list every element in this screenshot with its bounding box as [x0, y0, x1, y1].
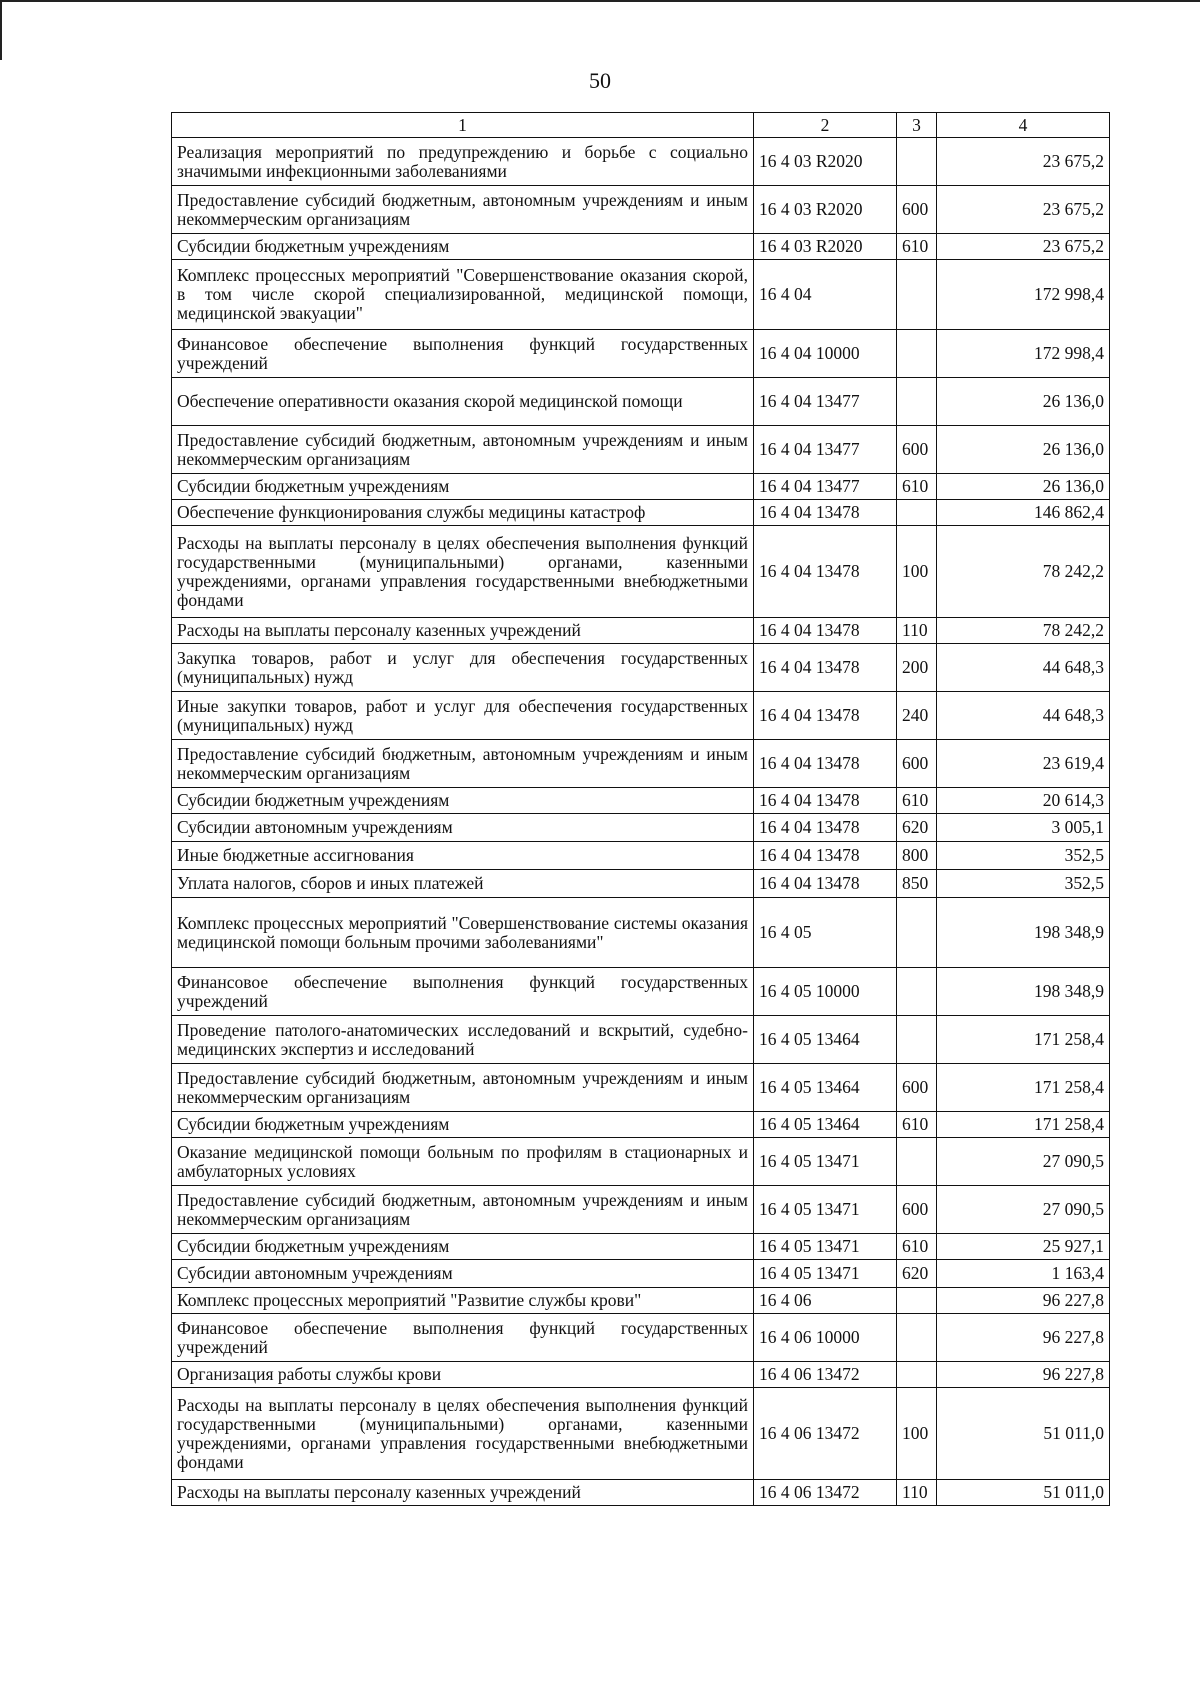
row-type-cell — [897, 500, 937, 526]
table-row — [172, 1138, 1110, 1186]
header-col-2: 2 — [754, 113, 897, 138]
row-amount-cell: 171 258,4 — [937, 1016, 1110, 1064]
row-code-cell: 16 4 04 13478 — [754, 644, 897, 692]
row-type-cell: 850 — [897, 870, 937, 898]
row-code-cell: 16 4 06 13472 — [754, 1362, 897, 1388]
row-code-cell: 16 4 04 13477 — [754, 378, 897, 426]
table-row — [172, 870, 1110, 898]
row-amount-cell: 23 675,2 — [937, 138, 1110, 186]
row-type-cell: 600 — [897, 740, 937, 788]
row-amount-cell: 26 136,0 — [937, 474, 1110, 500]
row-amount-cell: 20 614,3 — [937, 788, 1110, 814]
row-code-cell: 16 4 05 13471 — [754, 1138, 897, 1186]
table-row — [172, 1260, 1110, 1288]
table-row — [172, 526, 1110, 618]
table-row — [172, 1016, 1110, 1064]
row-code-cell: 16 4 03 R2020 — [754, 234, 897, 260]
row-code-cell: 16 4 06 — [754, 1288, 897, 1314]
row-code-cell: 16 4 05 — [754, 898, 897, 968]
row-name-cell: Проведение патолого-анатомических исследований и вскрытий, судебно-медицинских экспертиз и исследований — [172, 1016, 754, 1064]
row-name-cell: Закупка товаров, работ и услуг для обеспечения государственных (муниципальных) нужд — [172, 644, 754, 692]
table-row — [172, 1480, 1110, 1506]
row-code-cell: 16 4 04 — [754, 260, 897, 330]
row-name-cell: Субсидии бюджетным учреждениям — [172, 474, 754, 500]
row-name-cell: Расходы на выплаты персоналу казенных учреждений — [172, 618, 754, 644]
row-amount-cell: 352,5 — [937, 870, 1110, 898]
row-code-cell: 16 4 05 13464 — [754, 1064, 897, 1112]
table-row — [172, 426, 1110, 474]
row-type-cell: 610 — [897, 788, 937, 814]
row-code-cell: 16 4 04 13478 — [754, 788, 897, 814]
row-amount-cell: 172 998,4 — [937, 260, 1110, 330]
row-name-cell: Реализация мероприятий по предупреждению и борьбе с социально значимыми инфекционными заболеваниями — [172, 138, 754, 186]
row-type-cell: 200 — [897, 644, 937, 692]
row-code-cell: 16 4 05 13464 — [754, 1112, 897, 1138]
row-code-cell: 16 4 06 13472 — [754, 1388, 897, 1480]
row-name-cell: Иные бюджетные ассигнования — [172, 842, 754, 870]
row-amount-cell: 44 648,3 — [937, 644, 1110, 692]
row-type-cell: 600 — [897, 1064, 937, 1112]
table-row — [172, 814, 1110, 842]
table-row — [172, 330, 1110, 378]
header-row — [172, 113, 1110, 138]
table-row — [172, 898, 1110, 968]
scan-edge-line-top — [0, 0, 1200, 2]
row-type-cell — [897, 1138, 937, 1186]
row-code-cell: 16 4 04 13477 — [754, 426, 897, 474]
table-row — [172, 138, 1110, 186]
row-code-cell: 16 4 05 13471 — [754, 1260, 897, 1288]
table-row — [172, 1388, 1110, 1480]
row-name-cell: Комплекс процессных мероприятий "Совершенствование оказания скорой, в том числе скорой специализированной, медицинской помощи, медицинской эвакуации" — [172, 260, 754, 330]
row-type-cell — [897, 260, 937, 330]
row-amount-cell: 23 619,4 — [937, 740, 1110, 788]
row-type-cell: 110 — [897, 618, 937, 644]
row-name-cell: Комплекс процессных мероприятий "Совершенствование системы оказания медицинской помощи больным прочими заболеваниями" — [172, 898, 754, 968]
row-type-cell — [897, 330, 937, 378]
table-row — [172, 1064, 1110, 1112]
row-name-cell: Оказание медицинской помощи больным по профилям в стационарных и амбулаторных условиях — [172, 1138, 754, 1186]
row-amount-cell: 27 090,5 — [937, 1186, 1110, 1234]
row-code-cell: 16 4 05 13471 — [754, 1186, 897, 1234]
row-name-cell: Финансовое обеспечение выполнения функций государственных учреждений — [172, 968, 754, 1016]
row-code-cell: 16 4 04 13477 — [754, 474, 897, 500]
row-code-cell: 16 4 03 R2020 — [754, 138, 897, 186]
row-code-cell: 16 4 04 13478 — [754, 500, 897, 526]
row-amount-cell: 51 011,0 — [937, 1480, 1110, 1506]
row-code-cell: 16 4 04 13478 — [754, 692, 897, 740]
row-name-cell: Субсидии автономным учреждениям — [172, 814, 754, 842]
table-row — [172, 186, 1110, 234]
row-type-cell: 620 — [897, 1260, 937, 1288]
row-type-cell — [897, 1362, 937, 1388]
row-name-cell: Предоставление субсидий бюджетным, автономным учреждениям и иным некоммерческим организациям — [172, 740, 754, 788]
row-name-cell: Предоставление субсидий бюджетным, автономным учреждениям и иным некоммерческим организациям — [172, 1064, 754, 1112]
row-amount-cell: 198 348,9 — [937, 898, 1110, 968]
row-amount-cell: 51 011,0 — [937, 1388, 1110, 1480]
table-row — [172, 474, 1110, 500]
table-row — [172, 1112, 1110, 1138]
header-col-4: 4 — [937, 113, 1110, 138]
row-amount-cell: 1 163,4 — [937, 1260, 1110, 1288]
row-amount-cell: 26 136,0 — [937, 378, 1110, 426]
row-amount-cell: 96 227,8 — [937, 1362, 1110, 1388]
row-code-cell: 16 4 05 10000 — [754, 968, 897, 1016]
table-row — [172, 260, 1110, 330]
row-name-cell: Субсидии бюджетным учреждениям — [172, 788, 754, 814]
row-type-cell — [897, 378, 937, 426]
table-row — [172, 234, 1110, 260]
row-amount-cell: 78 242,2 — [937, 618, 1110, 644]
table-row — [172, 788, 1110, 814]
row-name-cell: Обеспечение оперативности оказания скорой медицинской помощи — [172, 378, 754, 426]
row-amount-cell: 171 258,4 — [937, 1112, 1110, 1138]
table-row — [172, 1288, 1110, 1314]
row-amount-cell: 198 348,9 — [937, 968, 1110, 1016]
row-type-cell: 600 — [897, 426, 937, 474]
row-amount-cell: 23 675,2 — [937, 234, 1110, 260]
row-amount-cell: 352,5 — [937, 842, 1110, 870]
row-amount-cell: 96 227,8 — [937, 1314, 1110, 1362]
row-name-cell: Обеспечение функционирования службы медицины катастроф — [172, 500, 754, 526]
row-amount-cell: 27 090,5 — [937, 1138, 1110, 1186]
row-name-cell: Предоставление субсидий бюджетным, автономным учреждениям и иным некоммерческим организациям — [172, 186, 754, 234]
row-type-cell: 100 — [897, 1388, 937, 1480]
row-code-cell: 16 4 04 10000 — [754, 330, 897, 378]
row-type-cell — [897, 968, 937, 1016]
row-name-cell: Субсидии бюджетным учреждениям — [172, 1112, 754, 1138]
table-row — [172, 740, 1110, 788]
budget-table — [171, 112, 1110, 1506]
table-row — [172, 1314, 1110, 1362]
row-code-cell: 16 4 04 13478 — [754, 526, 897, 618]
row-type-cell — [897, 898, 937, 968]
row-amount-cell: 25 927,1 — [937, 1234, 1110, 1260]
row-amount-cell: 146 862,4 — [937, 500, 1110, 526]
table-row — [172, 644, 1110, 692]
table-row — [172, 378, 1110, 426]
row-name-cell: Расходы на выплаты персоналу в целях обеспечения выполнения функций государственными (муниципальными) органами, казенными учреждениями, органами управления государственными внебюджетными фондами — [172, 1388, 754, 1480]
page-number: 50 — [589, 68, 611, 93]
row-code-cell: 16 4 06 10000 — [754, 1314, 897, 1362]
row-code-cell: 16 4 04 13478 — [754, 740, 897, 788]
table-row — [172, 692, 1110, 740]
row-amount-cell: 26 136,0 — [937, 426, 1110, 474]
row-code-cell: 16 4 04 13478 — [754, 842, 897, 870]
row-type-cell: 610 — [897, 1112, 937, 1138]
row-name-cell: Финансовое обеспечение выполнения функций государственных учреждений — [172, 330, 754, 378]
row-type-cell: 100 — [897, 526, 937, 618]
row-type-cell — [897, 1288, 937, 1314]
row-type-cell — [897, 1314, 937, 1362]
row-name-cell: Субсидии автономным учреждениям — [172, 1260, 754, 1288]
row-code-cell: 16 4 04 13478 — [754, 870, 897, 898]
row-type-cell: 600 — [897, 1186, 937, 1234]
row-name-cell: Комплекс процессных мероприятий "Развитие службы крови" — [172, 1288, 754, 1314]
table-row — [172, 1186, 1110, 1234]
row-type-cell: 600 — [897, 186, 937, 234]
row-name-cell: Расходы на выплаты персоналу казенных учреждений — [172, 1480, 754, 1506]
row-amount-cell: 44 648,3 — [937, 692, 1110, 740]
row-amount-cell: 3 005,1 — [937, 814, 1110, 842]
row-type-cell: 610 — [897, 234, 937, 260]
row-amount-cell: 78 242,2 — [937, 526, 1110, 618]
row-name-cell: Предоставление субсидий бюджетным, автономным учреждениям и иным некоммерческим организациям — [172, 1186, 754, 1234]
row-name-cell: Субсидии бюджетным учреждениям — [172, 234, 754, 260]
header-col-1: 1 — [172, 113, 754, 138]
row-code-cell: 16 4 06 13472 — [754, 1480, 897, 1506]
table-row — [172, 968, 1110, 1016]
table-row — [172, 1234, 1110, 1260]
table-row — [172, 500, 1110, 526]
row-type-cell: 240 — [897, 692, 937, 740]
row-type-cell — [897, 138, 937, 186]
row-type-cell: 800 — [897, 842, 937, 870]
row-type-cell: 610 — [897, 1234, 937, 1260]
row-code-cell: 16 4 05 13464 — [754, 1016, 897, 1064]
row-name-cell: Иные закупки товаров, работ и услуг для обеспечения государственных (муниципальных) нужд — [172, 692, 754, 740]
row-amount-cell: 171 258,4 — [937, 1064, 1110, 1112]
table-row — [172, 842, 1110, 870]
row-name-cell: Уплата налогов, сборов и иных платежей — [172, 870, 754, 898]
table-row — [172, 1362, 1110, 1388]
scan-edge-line-left — [0, 0, 2, 60]
row-name-cell: Предоставление субсидий бюджетным, автономным учреждениям и иным некоммерческим организациям — [172, 426, 754, 474]
row-type-cell — [897, 1016, 937, 1064]
row-code-cell: 16 4 04 13478 — [754, 618, 897, 644]
row-name-cell: Финансовое обеспечение выполнения функций государственных учреждений — [172, 1314, 754, 1362]
row-code-cell: 16 4 04 13478 — [754, 814, 897, 842]
row-name-cell: Организация работы службы крови — [172, 1362, 754, 1388]
row-code-cell: 16 4 03 R2020 — [754, 186, 897, 234]
row-code-cell: 16 4 05 13471 — [754, 1234, 897, 1260]
row-type-cell: 110 — [897, 1480, 937, 1506]
table-row — [172, 618, 1110, 644]
row-type-cell: 620 — [897, 814, 937, 842]
header-col-3: 3 — [897, 113, 937, 138]
row-name-cell: Субсидии бюджетным учреждениям — [172, 1234, 754, 1260]
row-amount-cell: 96 227,8 — [937, 1288, 1110, 1314]
row-amount-cell: 172 998,4 — [937, 330, 1110, 378]
row-name-cell: Расходы на выплаты персоналу в целях обеспечения выполнения функций государственными (муниципальными) органами, казенными учреждениями, органами управления государственными внебюджетными фондами — [172, 526, 754, 618]
row-amount-cell: 23 675,2 — [937, 186, 1110, 234]
row-type-cell: 610 — [897, 474, 937, 500]
